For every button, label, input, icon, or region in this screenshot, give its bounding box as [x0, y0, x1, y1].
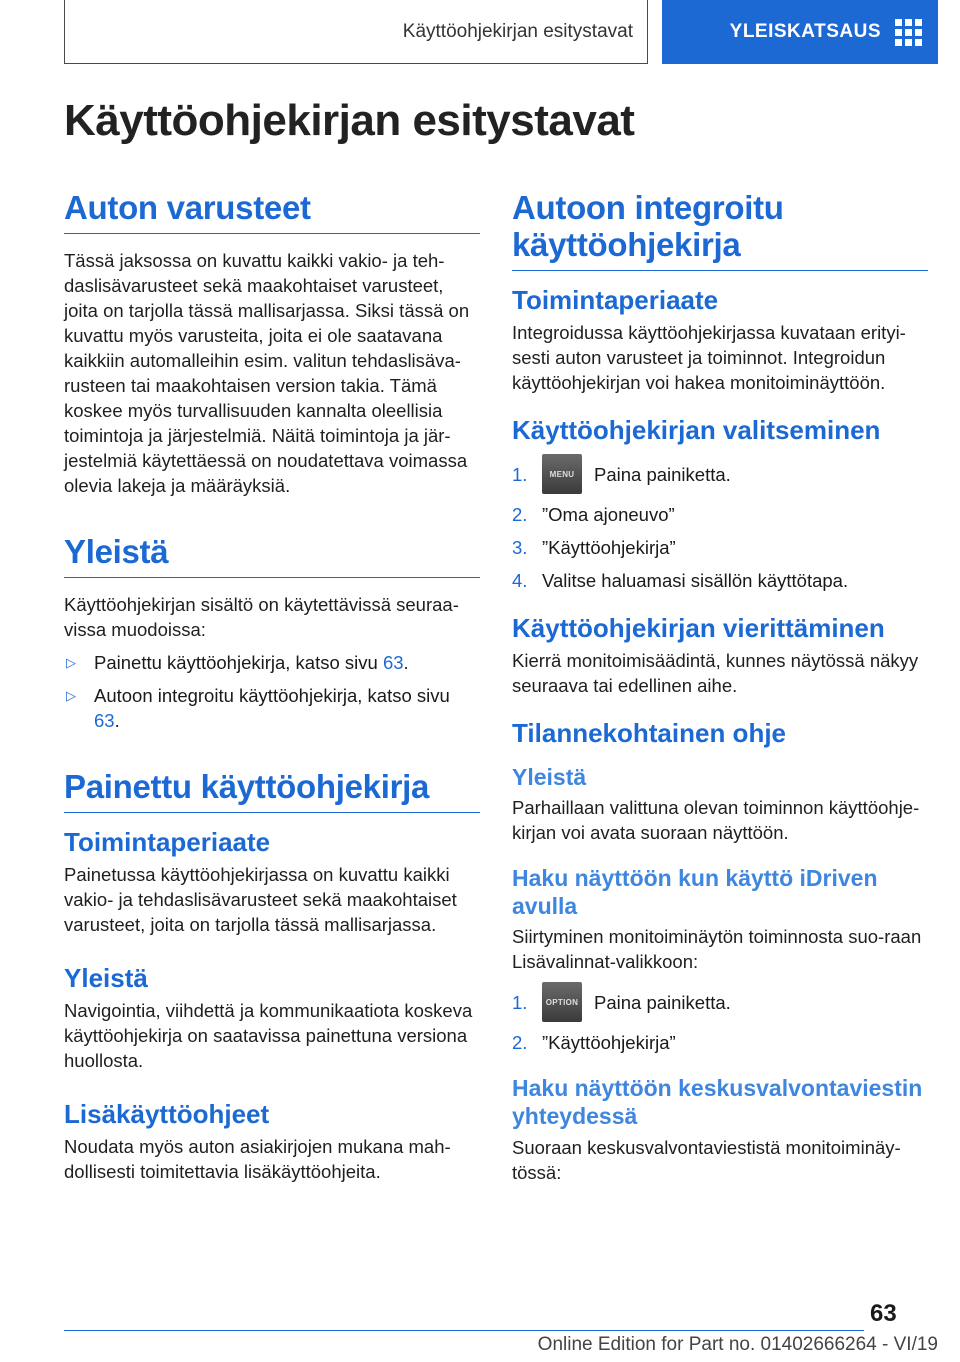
integrated-principle-text: Integroidussa käyttöohjekirjassa kuvataan erityi-sesti auton varusteet ja toiminnot. Integroidun käyttöohjekirjan voi hakea monitoiminäyttöön. — [512, 322, 906, 394]
header-chapter-label: YLEISKATSAUS — [729, 21, 881, 42]
equipment-text: Tässä jaksossa on kuvattu kaikki vakio- ja teh-daslisävarusteet sekä maakohtaiset varusteet, joita on tarjolla tässä mallisarjassa. Siksi tässä on kuvattu myös varusteita, joita ei ole saatavana kaikkiin automalleihin esim. valitun tehdaslisäva-rusteen tai maakohtaisen version takia. Tämä koskee myös turvallisuuden kannalta oleellisia toimintoja ja järjestelmiä. Näitä toimintoja ja jär-jestelmiä käytettäessä on noudatettava voimassa olevia lakeja ja määräyksiä. — [64, 249, 470, 496]
page-number: 63 — [870, 1300, 897, 1327]
grid-icon — [895, 19, 922, 46]
subheading-check-control-access: Haku näyttöön keskusvalvontaviestin yhteydessä — [512, 1075, 923, 1130]
list-item: ▷ Painettu käyttöohjekirja, katso sivu 63. — [66, 651, 409, 673]
context-general-text: Parhaillaan valittuna olevan toiminnon käyttöohje-kirjan voi avata suoraan näyttöön. — [512, 797, 920, 844]
right-column — [512, 190, 928, 1185]
section-heading-integrated-manual: Autoon integroitu käyttöohjekirja — [512, 190, 928, 271]
list-item: 1. MENU Paina painiketta. — [512, 454, 928, 494]
subheading-context-help: Tilannekohtainen ohje — [512, 718, 787, 749]
list-item: 4. Valitse haluamasi sisällön käyttötapa. — [512, 570, 849, 592]
subheading-supplements: Lisäkäyttöohjeet — [64, 1099, 270, 1130]
section-heading-general: Yleistä — [64, 534, 480, 578]
check-control-text: Suoraan keskusvalvontaviestistä monitoiminäy-tössä: — [512, 1136, 901, 1183]
list-item: ▷ Autoon integroitu käyttöohjekirja, katso sivu 63. — [66, 684, 450, 731]
header-section-box — [64, 0, 648, 64]
header-chapter-tab[interactable] — [662, 0, 938, 64]
subheading-general: Yleistä — [512, 763, 587, 790]
menu-button-icon: MENU — [542, 454, 582, 494]
page-title: Käyttöohjekirjan esitystavat — [64, 96, 635, 145]
triangle-bullet-icon: ▷ — [66, 687, 76, 703]
option-button-icon: OPTION — [542, 982, 582, 1022]
subheading-principle: Toimintaperiaate — [64, 826, 271, 857]
section-heading-printed-manual: Painettu käyttöohjekirja — [64, 769, 480, 813]
subheading-idrive-access: Haku näyttöön kun käyttö iDriven avulla — [512, 865, 878, 919]
list-item: 3. ”Käyttöohjekirja” — [512, 537, 676, 559]
triangle-bullet-icon: ▷ — [66, 654, 76, 670]
idrive-access-text: Siirtyminen monitoiminäytön toiminnosta suo-raan Lisävalinnat-valikkoon: — [512, 926, 922, 973]
page-link[interactable]: 63 — [94, 709, 115, 731]
list-item: 1. OPTION Paina painiketta. — [512, 982, 928, 1022]
subheading-principle: Toimintaperiaate — [512, 284, 719, 315]
list-item: 2. ”Oma ajoneuvo” — [512, 504, 675, 526]
printed-general-text: Navigointia, viihdettä ja kommunikaatiota koskeva käyttöohjekirja on saatavissa painettuna versiona huollosta. — [64, 1000, 473, 1072]
subheading-scrolling: Käyttöohjekirjan vierittäminen — [512, 613, 885, 644]
supplements-text: Noudata myös auton asiakirjojen mukana mah-dollisesti toimitettavia lisäkäyttöohjeita. — [64, 1136, 451, 1183]
page-link[interactable]: 63 — [382, 651, 404, 673]
list-item: 2. ”Käyttöohjekirja” — [512, 1032, 676, 1054]
subheading-general: Yleistä — [64, 963, 148, 994]
scrolling-text: Kierrä monitoimisäädintä, kunnes näytössä näkyy seuraava tai edellinen aihe. — [512, 650, 919, 697]
printed-principle-text: Painetussa käyttöohjekirjassa on kuvattu kaikki vakio- ja tehdaslisävarusteet sekä maakohtaiset varusteet, joita on tarjolla tässä mallisarjassa. — [64, 864, 457, 936]
left-column — [64, 190, 480, 1184]
subheading-selecting-manual: Käyttöohjekirjan valitseminen — [512, 415, 881, 446]
footer-divider — [64, 1330, 864, 1331]
header-section-title: Käyttöohjekirjan esitystavat — [402, 20, 633, 42]
section-heading-equipment: Auton varusteet — [64, 190, 480, 234]
general-text: Käyttöohjekirjan sisältö on käytettävissä seuraa-vissa muodoissa: — [64, 593, 459, 640]
footer-edition: Online Edition for Part no. 01402666264 - VI/19 — [537, 1334, 938, 1355]
